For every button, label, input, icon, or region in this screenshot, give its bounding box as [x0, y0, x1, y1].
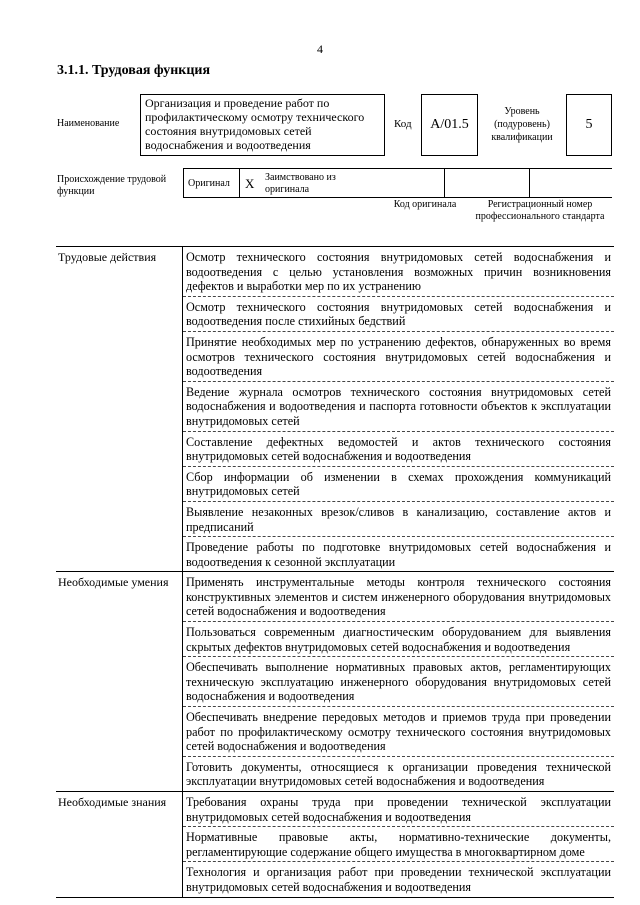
table-row: Осмотр технического состояния внутридомовых сетей водоснабжения и водоотведения после стихийных бедствий — [183, 297, 614, 332]
table-row: Проведение работы по подготовке внутридомовых сетей водоснабжения и водоотведения к сезонной эксплуатации — [186, 540, 611, 569]
name-label: Наименование — [57, 118, 120, 129]
origin-label: Происхождение трудовой функции — [57, 174, 167, 197]
table-row: Принятие необходимых мер по устранению дефектов, обнаруженных во время осмотров технического состояния внутридомовых сетей водоснабжения и водоотведения — [183, 332, 614, 382]
table-section — [56, 247, 614, 572]
code-original-label: Код оригинала — [393, 199, 457, 210]
origin-row — [183, 168, 612, 198]
section-heading: Необходимые умения — [56, 572, 183, 791]
table-row: Применять инструментальные методы контроля технического состояния конструктивных элементов и систем инженерного оборудования внутридомовых сетей водоснабжения и водоотведения — [183, 572, 614, 622]
function-table — [56, 246, 614, 898]
original-mark: X — [245, 176, 255, 191]
section-items — [183, 792, 614, 897]
table-row: Ведение журнала осмотров технического состояния внутридомовых сетей водоснабжения и водоотведения и паспорта готовности объектов к эксплуатации внутридомовых сетей — [183, 382, 614, 432]
table-section — [56, 792, 614, 897]
table-row: Готовить документы, относящиеся к организации проведения технической эксплуатации внутридомовых сетей водоснабжения и водоотведения — [186, 759, 611, 789]
table-row: Сбор информации об изменении в схемах прохождения коммуникаций внутридомовых сетей — [183, 467, 614, 502]
table-row: Обеспечивать выполнение нормативных правовых актов, регламентирующих техническую эксплуатацию инженерного оборудования внутридомовых сетей водоснабжения и водоотведения — [183, 657, 614, 707]
reg-number-label: Регистрационный номер профессионального стандарта — [475, 199, 605, 222]
table-row: Требования охраны труда при проведении технической эксплуатации внутридомовых сетей водоснабжения и водоотведения — [183, 792, 614, 827]
table-row: Составление дефектных ведомостей и актов технического состояния внутридомовых сетей водоснабжения и водоотведения — [183, 432, 614, 467]
level-value: 5 — [566, 94, 612, 156]
table-row: Нормативные правовые акты, нормативно-технические документы, регламентирующие содержание общего имущества в многоквартирном доме — [183, 827, 614, 862]
table-section — [56, 572, 614, 792]
level-label: Уровень (подуровень) квалификации — [491, 106, 553, 143]
code-value: А/01.5 — [421, 94, 478, 156]
name-value: Организация и проведение работ по профилактическому осмотру технического состояния внутридомовых сетей водоснабжения и водоотведения — [140, 94, 385, 156]
table-row: Выявление незаконных врезок/сливов в канализацию, составление актов и предписаний — [183, 502, 614, 537]
section-items — [183, 247, 614, 571]
table-row: Технология и организация работ при проведении технической эксплуатации внутридомовых сетей водоснабжения и водоотведения — [186, 865, 611, 894]
code-label: Код — [394, 118, 412, 130]
table-row: Осмотр технического состояния внутридомовых сетей водоснабжения и водоотведения с целью установления возможных причин возникновения дефектов и выработки мер по их устранению — [183, 247, 614, 297]
table-row: Обеспечивать внедрение передовых методов и приемов труда при проведении работ по профилактическому осмотру технического состояния внутридомовых сетей водоснабжения и водоотведения — [183, 707, 614, 757]
section-items — [183, 572, 614, 791]
original-label: Оригинал — [188, 178, 230, 189]
origin-cell-code — [445, 169, 530, 197]
borrowed-label: Заимствовано из оригинала — [265, 172, 336, 195]
section-heading: Трудовые действия — [56, 247, 183, 571]
origin-cell-reg — [530, 169, 612, 197]
page-number: 4 — [317, 42, 323, 56]
section-title: 3.1.1. Трудовая функция — [57, 63, 211, 78]
section-heading: Необходимые знания — [56, 792, 183, 897]
table-row: Пользоваться современным диагностическим оборудованием для выявления скрытых дефектов внутридомовых сетей водоснабжения и водоотведения — [183, 622, 614, 657]
